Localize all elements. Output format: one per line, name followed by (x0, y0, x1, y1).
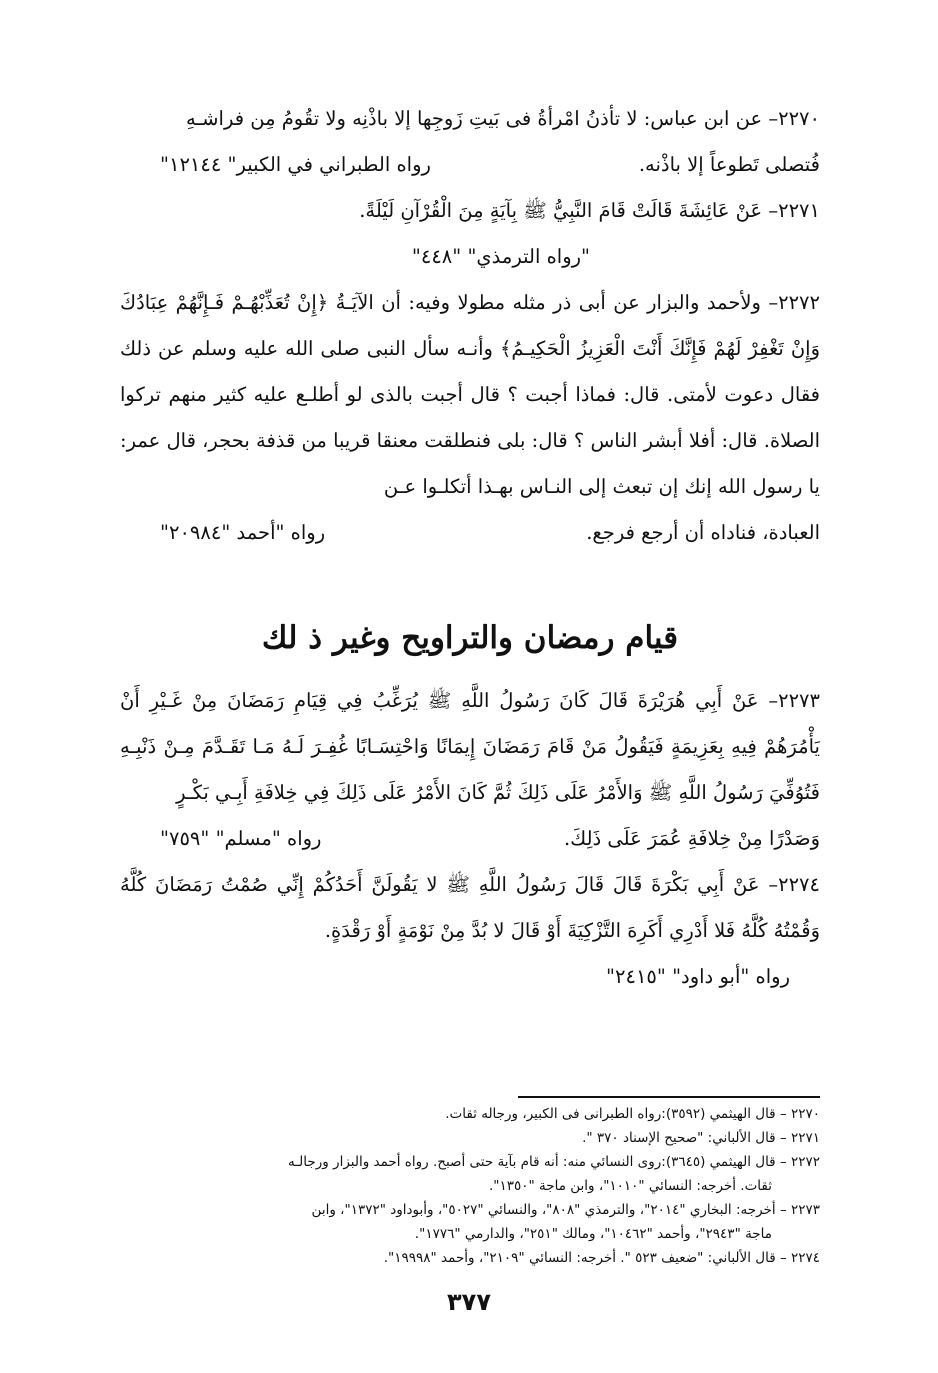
hadith-2272-line: ٢٢٧٢– ولأحمد والبزار عن أبى ذر مثله مطولا وفيه: أن الآيَـةُ ﴿إِنْ تُعَذِّبْهُـمْ فَـإِنَّهُمْ (175, 291, 821, 314)
page-number: ٣٧٧ (447, 1288, 491, 1316)
hadith-2273-last-line (120, 816, 820, 862)
hadith-2270-last-line (120, 142, 820, 188)
hadith-2273-ending: وَصَدْرًا مِنْ خِلافَةِ عُمَرَ عَلَى ذَلِكَ. (563, 827, 820, 850)
footnotes (120, 1096, 820, 1270)
hadith-2273-line: ٢٢٧٣– عَنْ أَبِي هُرَيْرَةَ قَالَ كَانَ رَسُولُ اللَّهِ ﷺ يُرَغِّبُ فِي قِيَامِ رَمَضَانَ مِنْ غَـيْرِ أَنْ (120, 689, 820, 712)
hadith-2271-source: "رواه الترمذي" "٤٤٨" (411, 245, 590, 268)
section-heading: قيام رمضان والتراويح وغير ذ لك (261, 620, 679, 656)
hadith-2273-line: يَأْمُرَهُمْ فِيهِ بِعَزِيمَةٍ فَيَقُولُ مَنْ قَامَ رَمَضَانَ إِيمَانًا وَاحْتِسَـابًا غُفِـرَ لَـهُ مَـا تَقَـدَّمَ مِـنْ ذَنْبِـهِ (120, 735, 820, 758)
footnote-divider (518, 1096, 820, 1098)
hadith-2270-source: رواه الطبراني في الكبير" ١٢١٤٤" (160, 153, 431, 176)
footnote-2271: ٢٢٧١ – قال الألباني: "صحيح الإسناد ٣٧٠ ". (582, 1130, 820, 1146)
hadith-2272-line: عليه كثير منهم تركوا الصلاة. قال: أفلا أبشر الناس ؟ قال: بلى فنطلقت معنقا قريبا (120, 383, 821, 452)
footnote-2273: ٢٢٧٣ – أخرجه: البخاري "٢٠١٤"، والترمذي "٨٠٨"، والنسائي "٥٠٢٧"، وأبوداود "١٣٧٢"، وابن ماجة "٢٩٤٣"، وأحمد "١٠٤٦٢"، ومالك "٢٥١"، والدارمي "١٧٧٦". (311, 1202, 820, 1242)
hadith-2272 (120, 280, 820, 510)
footnote-2274: ٢٢٧٤ – قال الألباني: "ضعيف ٥٢٣ ". أخرجه: النسائي "٢١٠٩"، وأحمد "١٩٩٩٨". (383, 1250, 820, 1266)
hadith-2272-line: وسلم عن ذلك فقال دعوت لأمتى. قال: فماذا أجبت ؟ قال أجبت بالذى لو أطلـع (120, 337, 821, 406)
hadith-2274 (120, 862, 820, 954)
hadith-2274-source: رواه "أبو داود" "٢٤١٥" (606, 965, 790, 988)
hadith-2270: ٢٢٧٠– عن ابن عباس: لا تأذنُ امْرأةُ فى بَيتِ زَوجِها إلا باذْنِه ولا تقُومُ مِن فراشـهِ (186, 107, 820, 130)
hadith-2273-line: فَتُوُفِّيَ رَسُولُ اللَّهِ ﷺ وَالأَمْرُ عَلَى ذَلِكَ ثُمَّ كَانَ الأَمْرُ عَلَى ذَلِكَ فِي خِلافَةِ أَبِـي بَكْـرٍ (176, 781, 820, 804)
footnote-2272: ٢٢٧٢ – قال الهيثمي (٣٦٤٥):روى النسائي منه: أنه قام بآية حتى أصبح. رواه أحمد والبزار ورجالـه ثقات. أخرجه: النسائي "١٠١٠"، وابن ماجة "١٣٥٠". (287, 1154, 820, 1194)
hadith-2274-line: كُلَّهُ وَقُمْتُهُ كُلَّهُ فَلا أَدْرِي أَكَرِهَ التَّزْكِيَةَ أَوْ قَالَ لا بُدَّ مِنْ نَوْمَةٍ أَوْ رَقْدَةٍ. (120, 873, 820, 942)
hadith-2272-line: عِبَادُكَ وَإِنْ تَغْفِرْ لَهُمْ فَإِنَّكَ أَنْتَ الْعَزِيزُ الْحَكِيـمُ﴾ وأنـه سأل النبى صلى الله عليه (120, 291, 821, 360)
hadith-2273 (120, 678, 820, 816)
hadith-2272-source: رواه "أحمد "٢٠٩٨٤" (160, 521, 326, 544)
hadith-2273-source: رواه "مسلم" "٧٥٩" (160, 827, 322, 850)
hadith-2270-ending: فُتصلى تَطوعاً إلا باذْنه. (638, 153, 820, 176)
hadith-2272-last-line (120, 510, 820, 556)
hadith-2272-line: من قذفة بحجر، قال عمر: يا رسول الله إنك إن تبعث إلى النـاس بهـذا أتكلـوا عـن (120, 429, 820, 498)
hadith-2272-ending: العبادة، فناداه أن أرجع فرجع. (586, 521, 820, 544)
hadith-2271: ٢٢٧١– عَنْ عَائِشَةَ قَالَتْ قَامَ النَّبِيُّ ﷺ بِآيَةٍ مِنَ الْقُرْآنِ لَيْلَةً. (359, 199, 820, 222)
hadith-2274-line: ٢٢٧٤– عَنْ أَبِي بَكْرَةَ قَالَ قَالَ رَسُولُ اللَّهِ ﷺ لا يَقُولَنَّ أَحَدُكُمْ إِنِّي صُمْتُ رَمَضَانَ (155, 873, 820, 896)
footnote-2270: ٢٢٧٠ – قال الهيثمي (٣٥٩٢):رواه الطبرانى فى الكبير، ورجاله ثقات. (445, 1106, 820, 1122)
main-text (120, 96, 820, 1000)
